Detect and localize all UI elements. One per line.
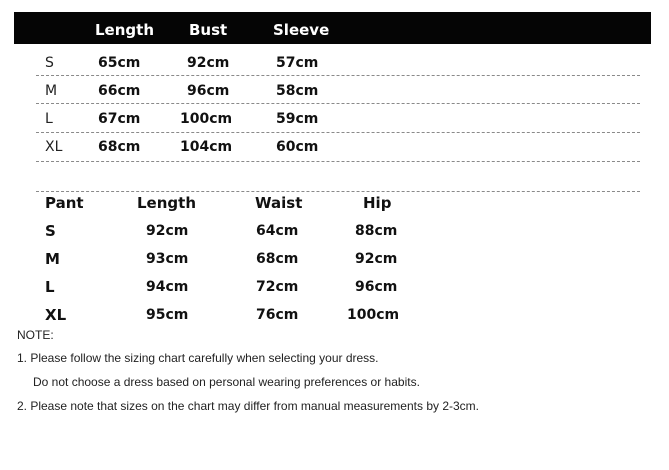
pant-row-size: XL [45,306,67,324]
top-row-length: 66cm [98,83,141,99]
note-line-3: 2. Please note that sizes on the chart may differ from manual measurements by 2-3cm. [17,399,479,413]
header-length: Length [95,21,154,39]
pant-header-pant: Pant [45,194,84,212]
pant-row-waist: 76cm [256,307,299,323]
top-row-size: L [45,111,53,127]
pant-row-hip: 92cm [355,251,398,267]
note-line-1: 1. Please follow the sizing chart carefully when selecting your dress. [17,351,379,365]
pant-row-hip: 96cm [355,279,398,295]
pant-header-hip: Hip [363,194,392,212]
pant-row-hip: 88cm [355,223,398,239]
pant-row-length: 94cm [146,279,189,295]
row-divider [36,132,640,133]
pant-row-size: L [45,278,55,296]
header-sleeve: Sleeve [273,21,330,39]
row-divider [36,191,640,192]
note-title: NOTE: [17,328,54,342]
pant-header-length: Length [137,194,196,212]
pant-row-length: 93cm [146,251,189,267]
pant-row-length: 92cm [146,223,189,239]
row-divider [36,161,640,162]
header-bust: Bust [189,21,228,39]
top-row-length: 68cm [98,139,141,155]
note-line-2: Do not choose a dress based on personal wearing preferences or habits. [33,375,420,389]
pant-row-hip: 100cm [347,307,400,323]
top-row-length: 65cm [98,55,141,71]
pant-row-waist: 72cm [256,279,299,295]
top-row-size: M [45,83,58,99]
pant-row-size: S [45,222,56,240]
pant-row-waist: 64cm [256,223,299,239]
top-row-sleeve: 60cm [276,139,319,155]
top-row-length: 67cm [98,111,141,127]
pant-header-waist: Waist [255,194,303,212]
top-row-bust: 100cm [180,111,233,127]
top-row-bust: 92cm [187,55,230,71]
pant-row-size: M [45,250,60,268]
pant-row-waist: 68cm [256,251,299,267]
row-divider [36,103,640,104]
top-row-size: S [45,55,54,71]
pant-row-length: 95cm [146,307,189,323]
top-row-sleeve: 57cm [276,55,319,71]
top-row-bust: 96cm [187,83,230,99]
top-row-sleeve: 59cm [276,111,319,127]
top-row-sleeve: 58cm [276,83,319,99]
row-divider [36,75,640,76]
top-row-bust: 104cm [180,139,233,155]
top-row-size: XL [45,139,63,155]
